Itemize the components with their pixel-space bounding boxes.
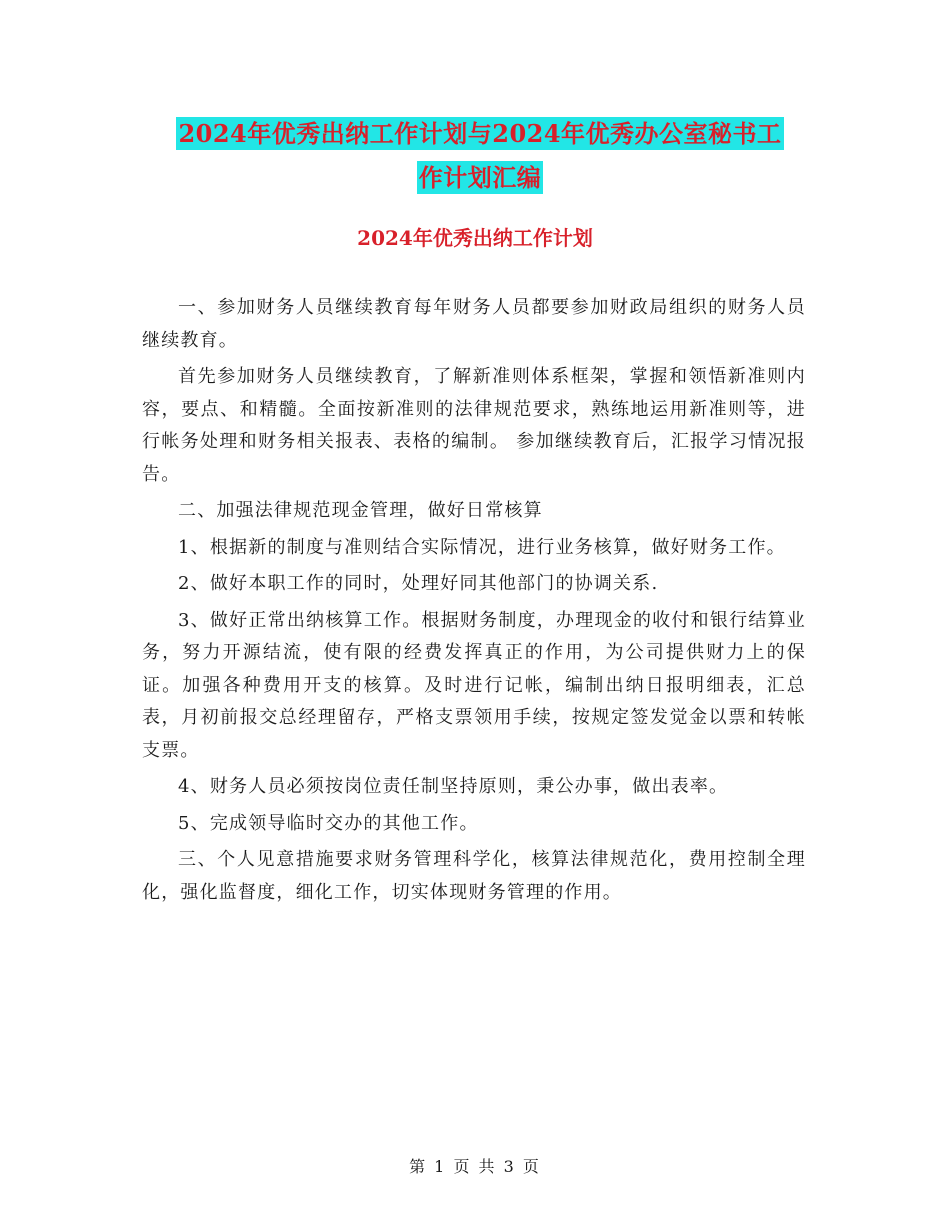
paragraph: 5、完成领导临时交办的其他工作。 [178, 812, 479, 834]
document-title-line-1: 2024年优秀出纳工作计划与2024年优秀办公室秘书工 [178, 119, 782, 148]
paragraph: 二、加强法律规范现金管理，做好日常核算 [178, 500, 543, 521]
document-title [140, 112, 820, 200]
paragraph: 3、做好正常出纳核算工作。根据财务制度，办理现金的收付和银行结算业务，努力开源结流，使有限的经费发挥真正的作用，为公司提供财力上的保证。加强各种费用开支的核算。及时进行记帐，编制出纳日报明细表，汇总表，月初前报交总经理留存，严格支票领用手续，按规定签发觉金以票和转帐支票。 [142, 609, 806, 761]
paragraph: 一、参加财务人员继续教育每年财务人员都要参加财政局组织的财务人员继续教育。 [142, 297, 806, 351]
paragraph: 2、做好本职工作的同时，处理好同其他部门的协调关系. [178, 573, 659, 594]
page-number-footer: 第 1 页 共 3 页 [409, 1157, 541, 1176]
paragraph: 三、个人见意措施要求财务管理科学化，核算法律规范化，费用控制全理化，强化监督度，细化工作，切实体现财务管理的作用。 [142, 849, 806, 903]
section-heading: 2024年优秀出纳工作计划 [357, 226, 593, 250]
document-body [142, 292, 806, 913]
document-title-line-2: 作计划汇编 [418, 163, 542, 192]
paragraph: 1、根据新的制度与准则结合实际情况，进行业务核算，做好财务工作。 [178, 536, 786, 558]
paragraph: 4、财务人员必须按岗位责任制坚持原则，秉公办事，做出表率。 [178, 776, 729, 797]
paragraph: 首先参加财务人员继续教育，了解新准则体系框架，掌握和领悟新准则内容，要点、和精髓。全面按新准则的法律规范要求，熟练地运用新准则等，进行帐务处理和财务相关报表、表格的编制。 参加继续教育后，汇报学习情况报告。 [142, 366, 806, 485]
